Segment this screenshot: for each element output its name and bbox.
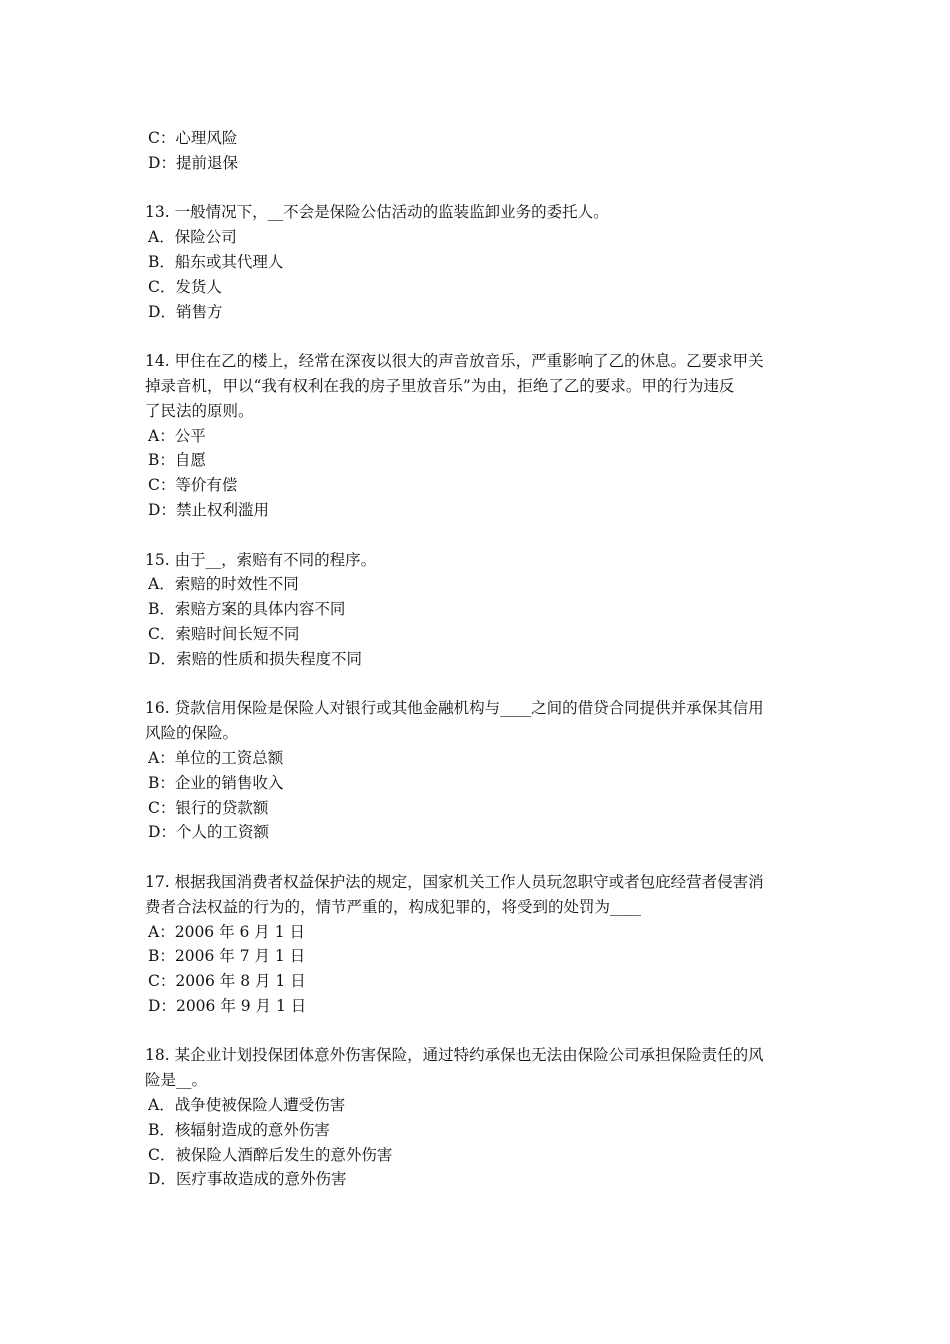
option-b: B．索赔方案的具体内容不同	[148, 600, 346, 619]
leading-options	[145, 126, 810, 176]
option-a: A：公平	[148, 426, 206, 445]
question-stem: 15. 由于__，索赔有不同的程序。	[145, 550, 377, 569]
question-17	[145, 870, 810, 1019]
question-16	[145, 696, 810, 845]
question-stem: 13. 一般情况下，__不会是保险公估活动的监装监卸业务的委托人。	[145, 203, 609, 222]
question-stem: 14. 甲住在乙的楼上，经常在深夜以很大的声音放音乐，严重影响了乙的休息。乙要求甲关	[145, 352, 764, 371]
option-c: C：等价有偿	[148, 476, 238, 495]
option-b: B：企业的销售收入	[148, 773, 284, 792]
option-a: A：单位的工资总额	[148, 748, 284, 767]
question-stem: 费者合法权益的行为的，情节严重的，构成犯罪的，将受到的处罚为____	[145, 897, 642, 916]
option-b: B．船东或其代理人	[148, 252, 284, 271]
option-a: A：2006 年 6 月 1 日	[148, 922, 306, 941]
option-c: C．被保险人酒醉后发生的意外伤害	[148, 1145, 393, 1164]
option-d: D：2006 年 9 月 1 日	[148, 996, 307, 1015]
question-stem: 风险的保险。	[145, 724, 239, 743]
option-c: C．索赔时间长短不同	[148, 624, 300, 643]
option-d: D：禁止权利滥用	[148, 500, 269, 519]
option-a: A．保险公司	[148, 228, 237, 247]
spacer	[145, 1019, 810, 1044]
option-c: C：2006 年 8 月 1 日	[148, 972, 306, 991]
question-stem: 18. 某企业计划投保团体意外伤害保险，通过特约承保也无法由保险公司承担保险责任的风	[145, 1046, 764, 1065]
option-d: D．索赔的性质和损失程度不同	[148, 649, 362, 668]
question-15	[145, 548, 810, 672]
question-stem: 险是__。	[145, 1071, 208, 1090]
question-18	[145, 1043, 810, 1192]
option-b: B．核辐射造成的意外伤害	[148, 1120, 330, 1139]
spacer	[145, 324, 810, 349]
option-d: D：个人的工资额	[148, 823, 269, 842]
option-d: D．销售方	[148, 302, 223, 321]
option-c: C：心理风险	[148, 129, 238, 147]
question-stem: 16. 贷款信用保险是保险人对银行或其他金融机构与____之间的借贷合同提供并承保其信用	[145, 699, 764, 718]
spacer	[145, 845, 810, 870]
question-13	[145, 200, 810, 324]
option-d: D：提前退保	[148, 153, 238, 172]
option-a: A．战争使被保险人遭受伤害	[148, 1096, 346, 1115]
option-b: B：自愿	[148, 451, 206, 470]
question-14	[145, 349, 810, 523]
question-list	[145, 126, 810, 1192]
option-c: C．发货人	[148, 277, 222, 296]
question-stem: 掉录音机，甲以“我有权利在我的房子里放音乐”为由，拒绝了乙的要求。甲的行为违反	[145, 376, 735, 395]
spacer	[145, 672, 810, 697]
option-c: C：银行的贷款额	[148, 798, 269, 817]
question-stem: 了民法的原则。	[145, 401, 254, 420]
question-stem: 17. 根据我国消费者权益保护法的规定，国家机关工作人员玩忽职守或者包庇经营者侵害消	[145, 872, 764, 891]
option-a: A．索赔的时效性不同	[148, 575, 299, 594]
spacer	[145, 176, 810, 201]
option-b: B：2006 年 7 月 1 日	[148, 947, 306, 966]
option-d: D．医疗事故造成的意外伤害	[148, 1170, 347, 1189]
spacer	[145, 523, 810, 548]
